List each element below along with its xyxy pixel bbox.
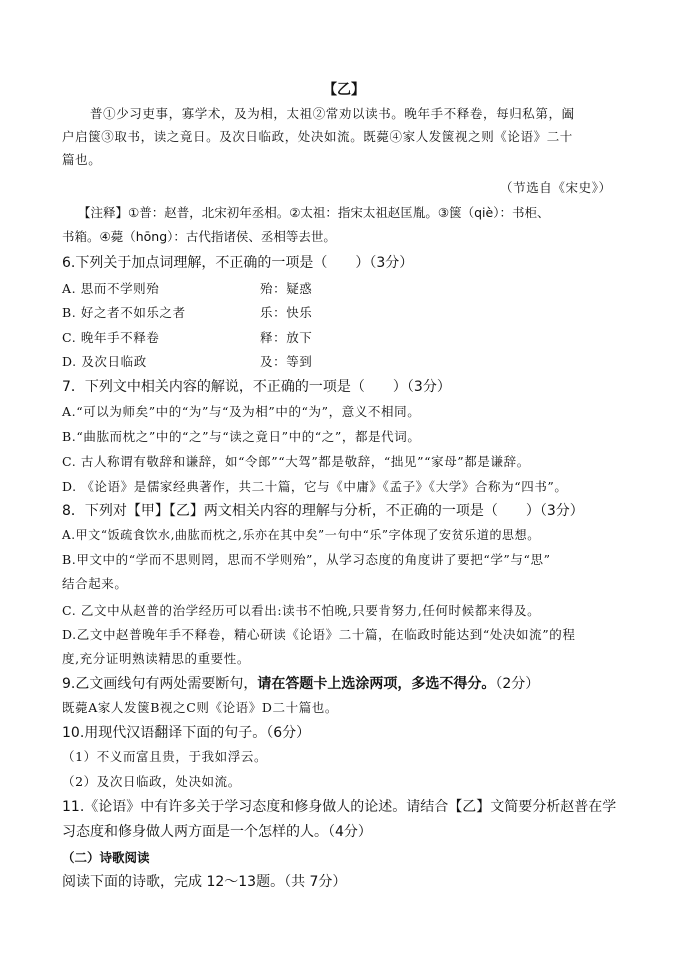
q6-option-d-label: D. 及次日临政 bbox=[62, 354, 147, 369]
q11-line-1: 11.《论语》中有许多关于学习态度和修身做人的论述。请结合【乙】文简要分析赵普在学 bbox=[62, 799, 617, 815]
q8-option-d-line-1: D.乙文中赵普晚年手不释卷，精心研读《论语》二十篇，在临政时能达到“处决如流”的程 bbox=[62, 627, 576, 642]
poetry-heading: （二）诗歌阅读 bbox=[62, 850, 150, 865]
q8-option-b-line-2: 结合起来。 bbox=[62, 576, 128, 591]
q9-stem-bold: 请在答题卡上选涂两项，多选不得分。 bbox=[257, 676, 496, 692]
q8-stem: 8．下列对【甲】【乙】两文相关内容的理解与分析，不正确的一项是（ ）（3分） bbox=[62, 503, 584, 519]
q7-option-a: A.“可以为师矣”中的“为”与“及为相”中的“为”，意义不相同。 bbox=[62, 404, 421, 419]
q8-option-a: A.甲文“饭疏食饮水,曲肱而枕之,乐亦在其中矣”一句中“乐”字体现了安贫乐道的思想。 bbox=[62, 528, 540, 542]
poetry-instruction: 阅读下面的诗歌，完成 12～13题。（共 7分） bbox=[62, 874, 347, 890]
q9-stem-points: （2分） bbox=[495, 676, 540, 692]
q6-option-a bbox=[62, 279, 313, 299]
passage-line-1: 普①少习吏事，寡学术，及为相，太祖②常劝以读书。晚年手不释卷，每归私第，阖 bbox=[90, 106, 575, 121]
q8-option-d-line-2: 度,充分证明熟读精思的重要性。 bbox=[62, 651, 250, 666]
q9-stem-start: 9.乙文画线句有两处需要断句， bbox=[62, 676, 258, 692]
q10-stem: 10.用现代汉语翻译下面的句子。（6分） bbox=[62, 725, 311, 741]
q6-option-a-label: A. 思而不学则殆 bbox=[62, 281, 160, 296]
q6-option-d bbox=[62, 352, 313, 372]
passage-source: （节选自《宋史》） bbox=[500, 180, 612, 195]
q6-option-a-meaning: 殆：疑惑 bbox=[260, 281, 313, 296]
passage-line-3: 篇也。 bbox=[62, 152, 102, 167]
q7-option-c: C. 古人称谓有敬辞和谦辞，如“令郎”“大驾”都是敬辞，“拙见”“家母”都是谦辞。 bbox=[62, 454, 530, 469]
q6-option-c-label: C. 晚年手不释卷 bbox=[62, 330, 160, 345]
q9-stem bbox=[62, 674, 539, 694]
section-title: 【乙】 bbox=[323, 82, 365, 98]
q8-option-c: C. 乙文中从赵普的治学经历可以看出:读书不怕晚,只要肯努力,任何时候都来得及。 bbox=[62, 603, 541, 618]
q9-sentence: 既薨A家人发箧B视之C则《论语》D二十篇也。 bbox=[62, 700, 338, 715]
q10-sentence-2: （2）及次日临政，处决如流。 bbox=[62, 774, 241, 789]
q6-option-d-meaning: 及：等到 bbox=[260, 354, 313, 369]
q6-option-b bbox=[62, 303, 313, 323]
notes-line-1: 【注释】①普：赵普，北宋初年丞相。②太祖：指宋太祖赵匡胤。③箧（qiè）：书柜、 bbox=[78, 205, 550, 220]
q6-option-b-label: B. 好之者不如乐之者 bbox=[62, 305, 186, 320]
q6-option-c-meaning: 释：放下 bbox=[260, 330, 313, 345]
q7-option-d: D. 《论语》是儒家经典著作，共二十篇，它与《中庸》《孟子》《大学》合称为“四书”。 bbox=[62, 479, 568, 494]
q6-option-c bbox=[62, 328, 313, 348]
q7-option-b: B.“曲肱而枕之”中的“之”与“读之竟日”中的“之”，都是代词。 bbox=[62, 429, 421, 444]
q11-line-2: 习态度和修身做人两方面是一个怎样的人。（4分） bbox=[62, 824, 372, 840]
q7-stem: 7．下列文中相关内容的解说，不正确的一项是（ ）（3分） bbox=[62, 379, 451, 395]
q6-stem: 6.下列关于加点词理解，不正确的一项是（ ）（3分） bbox=[62, 255, 414, 271]
q8-option-b-line-1: B.甲文中的“学而不思则罔，思而不学则殆”，从学习态度的角度讲了要把“学”与“思” bbox=[62, 552, 551, 567]
q10-sentence-1: （1）不义而富且贵，于我如浮云。 bbox=[62, 749, 268, 764]
notes-line-2: 书箱。④薨（hōng）：古代指诸侯、丞相等去世。 bbox=[62, 229, 336, 244]
passage-line-2: 户启箧③取书，读之竟日。及次日临政，处决如流。既薨④家人发箧视之则《论语》二十 bbox=[62, 129, 573, 144]
q6-option-b-meaning: 乐：快乐 bbox=[260, 305, 313, 320]
